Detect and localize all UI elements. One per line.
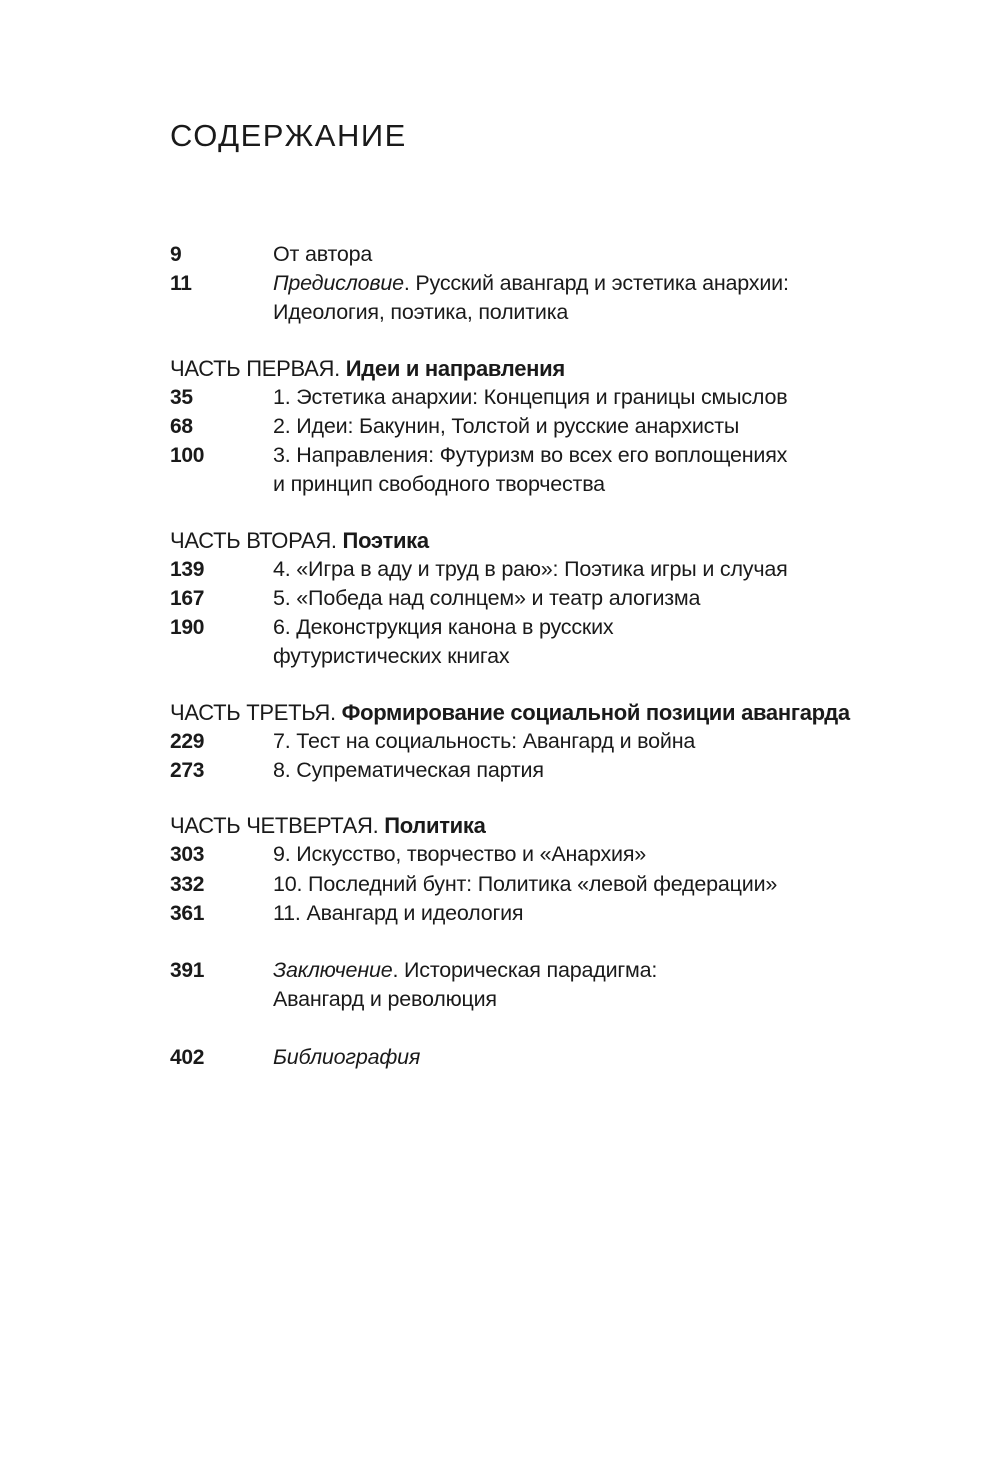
toc-entry-continuation: футуристических книгах [273,644,510,669]
toc-entry-title: 7. Тест на социальность: Авангард и война [273,728,696,753]
toc-entry-italic: Заключение [273,958,393,983]
part-name: Идеи и направления [339,355,565,381]
toc-page-number: 332 [170,872,205,896]
toc-entry-title: 1. Эстетика анархии: Концепция и границы смыслов [273,384,788,409]
toc-entry-chapter-2 [170,412,930,441]
toc-entry-preface [170,269,930,327]
toc-page-number: 68 [170,415,193,439]
part-heading-4 [170,811,930,840]
toc-entry-title [273,441,930,499]
toc-entry-line: 6. Деконструкция канона в русских [273,615,614,640]
toc-page-number: 229 [170,729,205,753]
toc-page-number: 35 [170,385,193,409]
toc-entry-chapter-5 [170,584,930,613]
toc-entry-author-note [170,240,930,269]
toc-entry-italic: Библиография [273,1045,421,1070]
toc-page-number: 273 [170,759,205,783]
spacer [170,928,930,956]
toc-entry-chapter-7 [170,727,930,756]
toc-entry-chapter-9 [170,840,930,869]
toc-page-number: 167 [170,587,205,611]
toc-entry-title: 4. «Игра в аду и труд в раю»: Поэтика игры и случая [273,556,788,581]
toc-entry-title [273,1043,930,1072]
toc-entry-line [273,956,930,985]
part-label: ЧАСТЬ ВТОРАЯ. [170,527,337,553]
table-of-contents [170,240,930,1073]
toc-entry-continuation: Идеология, поэтика, политика [273,300,569,325]
toc-page-number: 100 [170,444,205,468]
toc-entry-continuation: и принцип свободного творчества [273,472,605,497]
toc-entry-bibliography [170,1043,930,1072]
toc-entry-title: 9. Искусство, творчество и «Анархия» [273,842,647,867]
toc-entry-title [273,613,930,671]
toc-entry-chapter-6 [170,613,930,671]
toc-page-number: 139 [170,557,205,581]
toc-page-number: 402 [170,1046,205,1070]
spacer [170,1014,930,1043]
toc-entry-text: . Русский авангард и эстетика анархии: [403,271,789,296]
part-name: Поэтика [336,527,429,553]
part-heading-2 [170,526,930,555]
toc-entry-title: 5. «Победа над солнцем» и театр алогизма [273,586,701,611]
toc-entry-chapter-4 [170,555,930,584]
toc-entry-chapter-10 [170,870,930,899]
part-label: ЧАСТЬ ТРЕТЬЯ. [170,699,336,725]
toc-entry-conclusion [170,956,930,1014]
part-name: Политика [378,813,486,839]
part-label: ЧАСТЬ ЧЕТВЕРТАЯ. [170,813,379,839]
toc-entry-line: 3. Направления: Футуризм во всех его воплощениях [273,443,788,468]
toc-entry-text: . Историческая парадигма: [392,958,658,983]
toc-entry-title [273,956,930,1014]
toc-entry-line [273,1043,930,1072]
toc-entry-line: От автора [273,242,373,266]
toc-page-number: 303 [170,843,205,867]
part-heading-3 [170,698,930,727]
toc-entry-chapter-11 [170,899,930,928]
toc-page-number: 361 [170,901,205,925]
toc-entry-title: 11. Авангард и идеология [273,900,524,925]
toc-page-number: 391 [170,959,205,983]
toc-entry-continuation: Авангард и революция [273,987,497,1012]
toc-entry-line [273,269,930,298]
toc-entry-title: 10. Последний бунт: Политика «левой федерации» [273,871,778,896]
toc-entry-chapter-1 [170,383,930,412]
part-heading-1 [170,354,930,383]
part-name: Формирование социальной позиции авангарда [335,699,850,725]
toc-page-number: 190 [170,616,205,640]
toc-page-number: 11 [170,272,192,296]
page-title: СОДЕРЖАНИЕ [170,118,407,153]
toc-entry-chapter-3 [170,441,930,499]
toc-entry-title: 2. Идеи: Бакунин, Толстой и русские анархисты [273,414,740,439]
toc-entry-title [273,240,930,269]
toc-entry-title: 8. Супрематическая партия [273,758,544,783]
toc-entry-title [273,269,930,327]
toc-page-number: 9 [170,243,182,266]
toc-entry-italic: Предисловие [273,271,404,296]
part-label: ЧАСТЬ ПЕРВАЯ. [170,355,340,381]
toc-entry-chapter-8 [170,756,930,785]
